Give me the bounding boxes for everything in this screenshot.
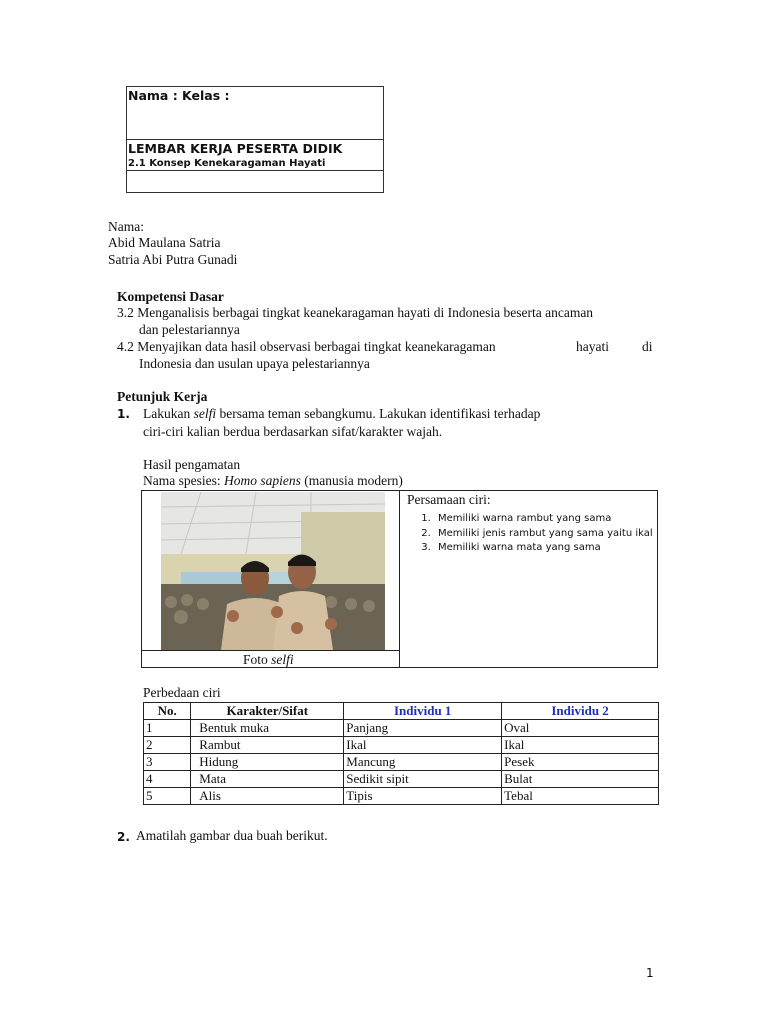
names-label: Nama: (108, 219, 144, 234)
col-header-karakter: Karakter/Sifat (191, 703, 344, 720)
table-row (144, 737, 659, 754)
cell-karakter: Mata (191, 771, 344, 788)
table-header-row (144, 703, 659, 720)
cell-no: 2 (144, 737, 191, 754)
worksheet-title: LEMBAR KERJA PESERTA DIDIK (128, 141, 343, 156)
perbedaan-label: Perbedaan ciri (143, 685, 221, 700)
cell-individu-1: Ikal (344, 737, 502, 754)
perbedaan-table (143, 702, 659, 805)
petunjuk-heading: Petunjuk Kerja (117, 389, 208, 404)
photo-caption-divider (141, 650, 400, 651)
item-1-number: 1. (117, 407, 130, 421)
student-name-2: Satria Abi Putra Gunadi (108, 252, 238, 267)
col-header-individu-1: Individu 1 (344, 703, 502, 720)
kd-3-2-line2: dan pelestariannya (139, 322, 240, 337)
persamaan-item: 1. Memiliki warna rambut yang sama (434, 512, 653, 527)
cell-individu-1: Tipis (344, 788, 502, 805)
cell-individu-2: Tebal (502, 788, 659, 805)
persamaan-item: 2. Memiliki jenis rambut yang sama yaitu ikal (434, 527, 653, 542)
cell-no: 3 (144, 754, 191, 771)
cell-individu-1: Mancung (344, 754, 502, 771)
item-2-text: Amatilah gambar dua buah berikut. (136, 828, 328, 843)
nama-kelas-field: Nama : Kelas : (128, 88, 230, 103)
table-row (144, 720, 659, 737)
kd-4-2-line2: Indonesia dan usulan upaya pelestariannya (139, 356, 370, 371)
kd-4-2-word-hayati: hayati (576, 339, 609, 354)
cell-no: 1 (144, 720, 191, 737)
cell-individu-2: Pesek (502, 754, 659, 771)
item-1-line2: ciri-ciri kalian berdua berdasarkan sifat/karakter wajah. (143, 424, 443, 439)
worksheet-subtitle: 2.1 Konsep Kenekaragaman Hayati (128, 158, 326, 169)
cell-individu-2: Ikal (502, 737, 659, 754)
kd-4-2-word-di: di (642, 339, 653, 354)
photo-caption: Foto selfi (243, 652, 294, 667)
kd-3-2-line1: 3.2 Menganalisis berbagai tingkat keanekaragaman hayati di Indonesia beserta ancaman (117, 305, 594, 320)
hasil-pengamatan-label: Hasil pengamatan (143, 457, 241, 472)
cell-karakter: Rambut (191, 737, 344, 754)
cell-individu-1: Sedikit sipit (344, 771, 502, 788)
kompetensi-heading: Kompetensi Dasar (117, 289, 224, 304)
selfie-photo (161, 492, 385, 650)
student-name-1: Abid Maulana Satria (108, 235, 221, 250)
kd-4-2-line1: 4.2 Menyajikan data hasil observasi berbagai tingkat keanekaragaman (117, 339, 496, 354)
item-1-line1: Lakukan selfi bersama teman sebangkumu. Lakukan identifikasi terhadap (143, 406, 541, 421)
cell-individu-2: Oval (502, 720, 659, 737)
cell-karakter: Alis (191, 788, 344, 805)
persamaan-label: Persamaan ciri: (407, 492, 491, 507)
col-header-individu-2: Individu 2 (502, 703, 659, 720)
nama-spesies: Nama spesies: Homo sapiens (manusia modern) (143, 473, 403, 488)
observation-table-divider (399, 490, 400, 668)
cell-individu-1: Panjang (344, 720, 502, 737)
persamaan-item: 3. Memiliki warna mata yang sama (434, 541, 653, 556)
item-2-number: 2. (117, 830, 130, 844)
cell-karakter: Bentuk muka (191, 720, 344, 737)
table-row (144, 771, 659, 788)
table-row (144, 754, 659, 771)
persamaan-list (408, 512, 653, 556)
cell-individu-2: Bulat (502, 771, 659, 788)
page-number: 1 (646, 966, 654, 980)
header-empty-box (126, 169, 384, 193)
table-row (144, 788, 659, 805)
cell-no: 5 (144, 788, 191, 805)
cell-karakter: Hidung (191, 754, 344, 771)
col-header-no: No. (144, 703, 191, 720)
cell-no: 4 (144, 771, 191, 788)
